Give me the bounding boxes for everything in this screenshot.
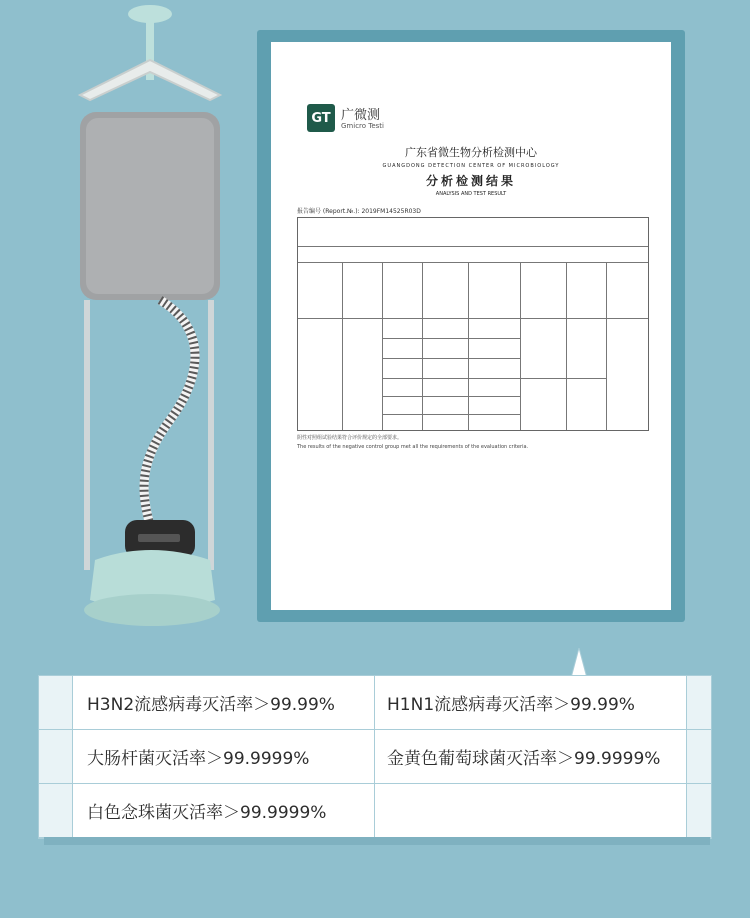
test-report xyxy=(271,42,671,610)
report-org-title-en: GUANGDONG DETECTION CENTER OF MICROBIOLOGY xyxy=(382,163,560,169)
report-org-title: 广东省微生物分析检测中心 xyxy=(405,146,537,159)
steamer-pole-left xyxy=(84,300,90,570)
report-frame xyxy=(257,30,685,622)
result-h3n2: H3N2流感病毒灭活率＞99.99% xyxy=(73,676,375,730)
results-table xyxy=(38,675,712,839)
result-h1n1: H1N1流感病毒灭活率＞99.99% xyxy=(375,676,687,730)
result-staph-aureus: 金黄色葡萄球菌灭活率＞99.9999% xyxy=(375,730,687,784)
report-number: 报告编号 (Report.№.): 2019FM14525R03D xyxy=(297,208,421,215)
result-empty-cell xyxy=(375,784,687,838)
result-candida: 白色念珠菌灭活率＞99.9999% xyxy=(73,784,375,838)
garment-steamer-image xyxy=(60,0,260,650)
brand-name-en: Gmicro Testi xyxy=(341,122,384,130)
brand-name: 广微测 xyxy=(341,108,381,123)
report-table xyxy=(297,217,649,431)
table-shadow xyxy=(44,837,710,845)
report-doc-title: 分析检测结果 xyxy=(425,174,516,188)
gmicro-logo-icon: GT xyxy=(307,104,335,132)
result-e-coli: 大肠杆菌灭活率＞99.9999% xyxy=(73,730,375,784)
report-footnote-en: The results of the negative control group met all the requirements of the evaluation criteria. xyxy=(297,444,529,450)
steamer-pole-right xyxy=(208,300,214,570)
report-doc-title-en: ANALYSIS AND TEST RESULT xyxy=(435,191,507,197)
report-footnote-cn: 阴性对照组试验结果符合评价规定的全部要求。 xyxy=(297,435,403,441)
steamer-foot xyxy=(84,594,220,626)
callout-pointer xyxy=(571,648,587,678)
